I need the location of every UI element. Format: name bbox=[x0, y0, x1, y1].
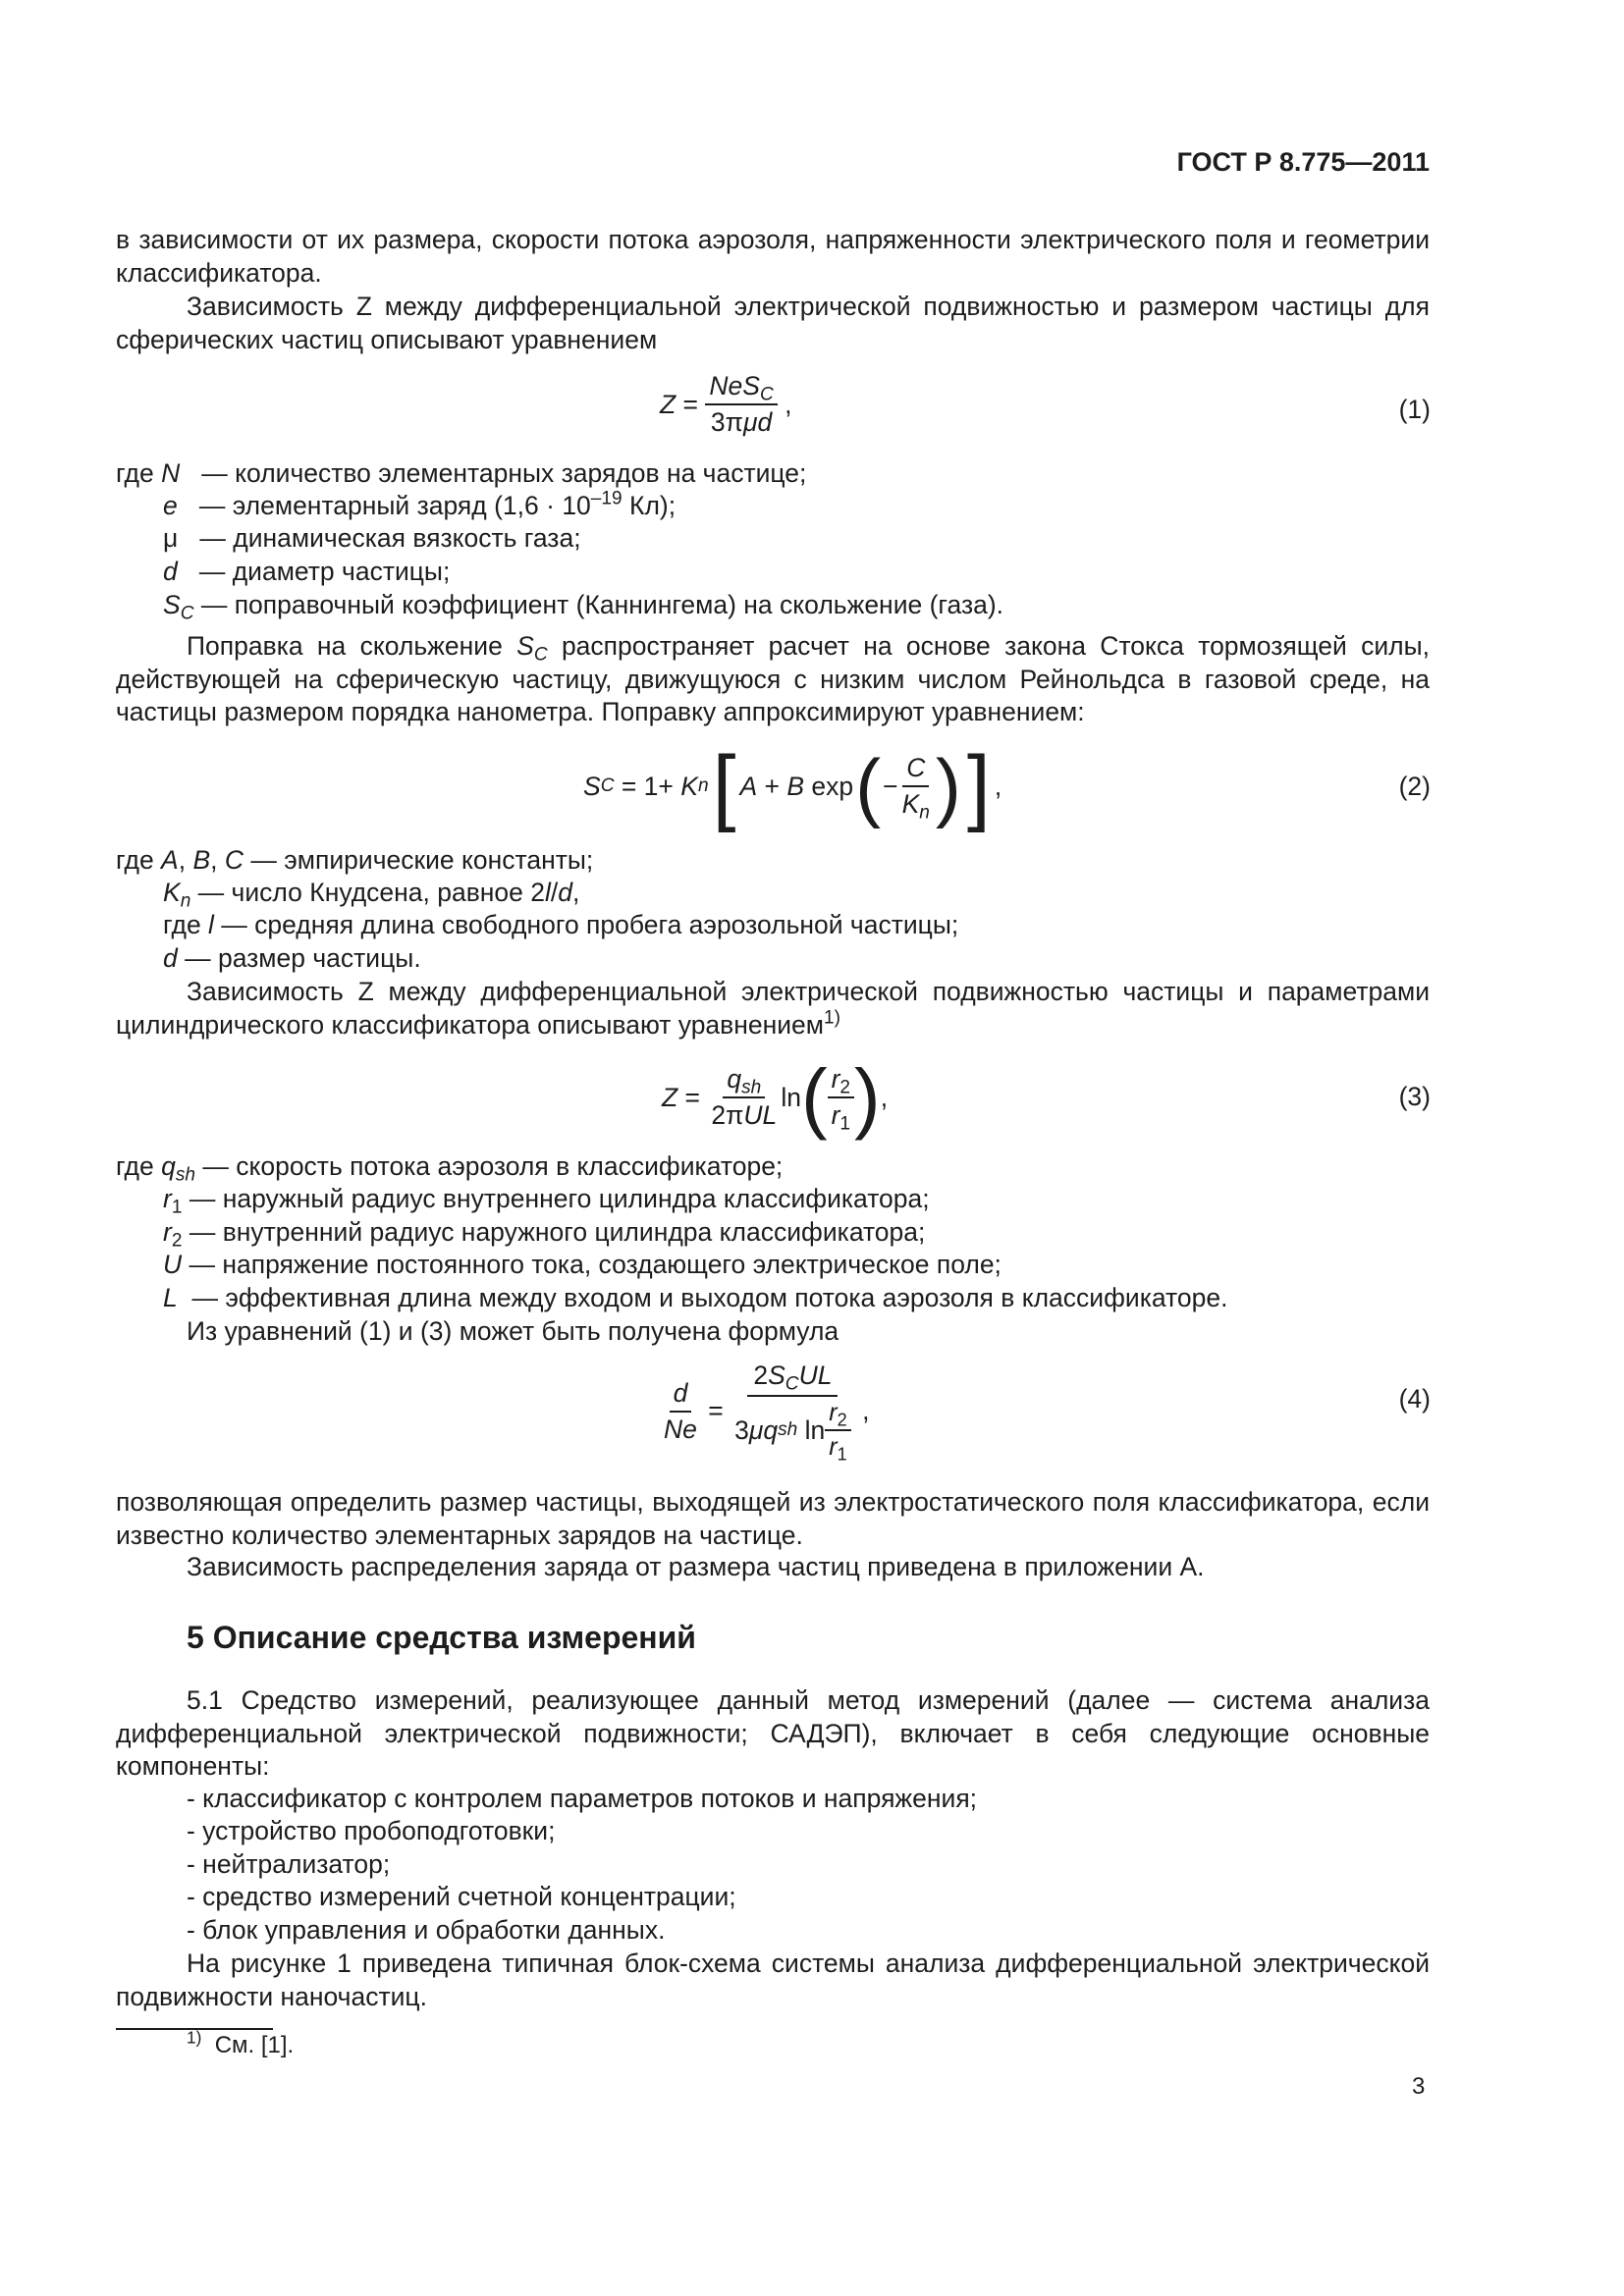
legend-1-row-4: d — диаметр частицы; bbox=[163, 557, 451, 586]
legend-2-row-1: где A, B, C — эмпирические константы; bbox=[116, 845, 594, 875]
footnote-ref: 1) bbox=[824, 1007, 840, 1029]
section-5-paragraph-2: На рисунке 1 приведена типичная блок-схема системы анализа дифференциальной электрической подвижности наночастиц. bbox=[116, 1949, 1430, 2011]
footnote-mark: 1) bbox=[187, 2027, 202, 2048]
legend-2-row-2: $K_n$ — число Кнудсена, равное 2l/d, bbox=[163, 878, 580, 912]
section-5-paragraph-1: 5.1 Средство измерений, реализующее данный метод измерений (далее — система анализа дифференциальной электрической подвижности; САДЭП), включает в себя следующие основные компоненты: bbox=[116, 1685, 1430, 1781]
legend-2-row-3: где l — средняя длина свободного пробега аэрозольной частицы; bbox=[163, 910, 959, 939]
footnote bbox=[187, 2027, 295, 2059]
legend-3-row-1: где $q_{sh}$ — скорость потока аэрозоля в классификаторе; bbox=[116, 1151, 784, 1186]
equation-1-number: (1) bbox=[1398, 395, 1431, 424]
list-item: - нейтрализатор; bbox=[187, 1849, 391, 1879]
document-code: ГОСТ Р 8.775—2011 bbox=[1176, 147, 1430, 177]
equation-3: Z = $\frac{q_{sh}}{\text{2πUL}}$ ln ( $\frac{r_2}{r_1}$ ) , bbox=[662, 1053, 889, 1141]
list-item: - устройство пробоподготовки; bbox=[187, 1816, 556, 1845]
legend-1-row-2: e — элементарный заряд ($1,6 \cdot 10^{-19}$ Кл); bbox=[163, 488, 677, 520]
legend-3-row-5: L — эффективная длина между входом и выходом потока аэрозоля в классификаторе. bbox=[163, 1283, 1228, 1312]
paragraph-4: Зависимость Z между дифференциальной электрической подвижностью частицы и параметрами цилиндрического классификатора описывают уравнением$^{1)}$ bbox=[116, 977, 1430, 1040]
paragraph-7: Зависимость распределения заряда от размера частиц приведена в приложении А. bbox=[187, 1552, 1205, 1581]
list-item: - классификатор с контролем параметров потоков и напряжения; bbox=[187, 1784, 978, 1813]
page-number: 3 bbox=[1412, 2073, 1426, 2100]
legend-2-row-4: d — размер частицы. bbox=[163, 943, 421, 973]
list-item: - блок управления и обработки данных. bbox=[187, 1915, 666, 1945]
equation-4-number: (4) bbox=[1398, 1384, 1431, 1414]
paragraph-5: Из уравнений (1) и (3) может быть получена формула bbox=[187, 1316, 839, 1346]
paragraph-1: в зависимости от их размера, скорости потока аэрозоля, напряженности электрического поля и геометрии классификатора. bbox=[116, 225, 1430, 288]
paragraph-2 bbox=[116, 291, 1430, 356]
footnote-text: См. [1]. bbox=[214, 2032, 295, 2058]
equation-2: S C = 1+ K n [ A + B exp ( − $\frac{C}{K_n}$ ) ] , bbox=[583, 739, 1002, 833]
equation-2-number: (2) bbox=[1398, 772, 1431, 801]
p2-text: Зависимость Z между дифференциальной электрической подвижностью и размером частицы для сферических частиц описывают уравнением bbox=[116, 292, 1430, 354]
paragraph-6: позволяющая определить размер частицы, выходящей из электростатического поля классификатора, если известно количество элементарных зарядов на частице. bbox=[116, 1487, 1430, 1550]
legend-1-row-3: μ — динамическая вязкость газа; bbox=[163, 523, 581, 553]
section-5-heading: 5 Описание средства измерений bbox=[187, 1620, 696, 1655]
list-item: - средство измерений счетной концентрации; bbox=[187, 1882, 736, 1911]
equation-3-number: (3) bbox=[1398, 1082, 1431, 1111]
legend-3-row-2: $r_1$ — наружный радиус внутреннего цилиндра классификатора; bbox=[163, 1184, 930, 1218]
paragraph-3: Поправка на скольжение $S_C$ распространяет расчет на основе закона Стокса тормозящей силы, действующей на сферическую частицу, движущуюся с низким числом Рейнольдса в газовой среде, на частицы размером порядка нанометра. Поправку аппроксимируют уравнением: bbox=[116, 631, 1430, 726]
equation-4: $\frac{d}{Ne}$ = $2S_CUL$ 3 μq sh ln $\frac{r_2}{r_1}$ , bbox=[664, 1361, 870, 1465]
legend-1-row-5: $S_C$ — поправочный коэффициент (Каннингема) на скольжение (газа). bbox=[163, 590, 1004, 624]
equation-1: Z = $\frac{NeS_C}{\text{3πμd}}$ , bbox=[660, 371, 792, 437]
legend-1-row-1: где N — количество элементарных зарядов на частице; bbox=[116, 458, 807, 488]
legend-3-row-4: U — напряжение постоянного тока, создающего электрическое поле; bbox=[163, 1250, 1001, 1279]
legend-3-row-3: $r_2$ — внутренний радиус наружного цилиндра классификатора; bbox=[163, 1217, 926, 1252]
